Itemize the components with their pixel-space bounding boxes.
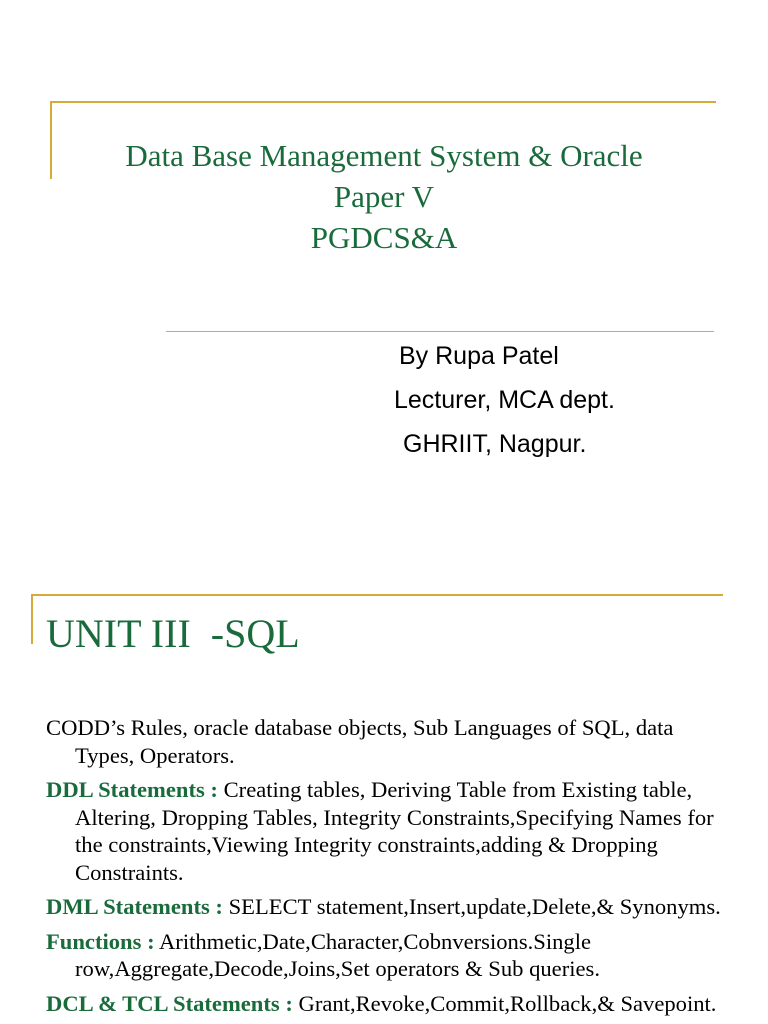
paragraph-text: CODD’s Rules, oracle database objects, Sub Languages of SQL, data Types, Operators.: [46, 715, 674, 768]
paragraph-label: DDL Statements :: [46, 777, 218, 802]
syllabus-content: [46, 714, 736, 1024]
title-line-2: Paper V: [333, 179, 435, 214]
paragraph-label: DCL & TCL Statements :: [46, 990, 293, 1016]
top-rule-horizontal: [51, 101, 716, 103]
paragraph-text: Grant,Revoke,Commit,Rollback,& Savepoint.: [292, 990, 717, 1016]
title-line-3: PGDCS&A: [310, 220, 458, 255]
syllabus-paragraph-functions: [46, 928, 736, 983]
syllabus-paragraph-intro: [46, 714, 736, 769]
slide2-rule-horizontal: [31, 594, 723, 596]
paragraph-label: DML Statements :: [46, 894, 223, 919]
syllabus-paragraph-ddl: [46, 776, 736, 886]
author-institution: GHRIIT, Nagpur.: [403, 430, 587, 458]
syllabus-paragraph-dcl-tcl: [46, 990, 736, 1018]
paragraph-text: Creating tables, Deriving Table from Existing table, Altering, Dropping Tables, Integrity Constraints,Specifying Names for the constraints,Viewing Integrity constraints,adding & Dropping Constraints.: [75, 777, 714, 885]
paragraph-label: Functions :: [46, 928, 155, 954]
author-position: Lecturer, MCA dept.: [394, 386, 615, 414]
paragraph-text: SELECT statement,Insert,update,Delete,& Synonyms.: [222, 894, 721, 919]
title-line-1: Data Base Management System & Oracle: [125, 138, 643, 173]
syllabus-paragraph-dml: [46, 893, 736, 921]
middle-rule: [166, 331, 714, 332]
paragraph-text: Arithmetic,Date,Character,Cobnversions.Single row,Aggregate,Decode,Joins,Set operators & Sub queries.: [75, 928, 600, 981]
slide2-rule-vertical: [31, 594, 33, 644]
author-name: By Rupa Patel: [399, 342, 559, 370]
unit-title: UNIT III -SQL: [46, 611, 300, 656]
